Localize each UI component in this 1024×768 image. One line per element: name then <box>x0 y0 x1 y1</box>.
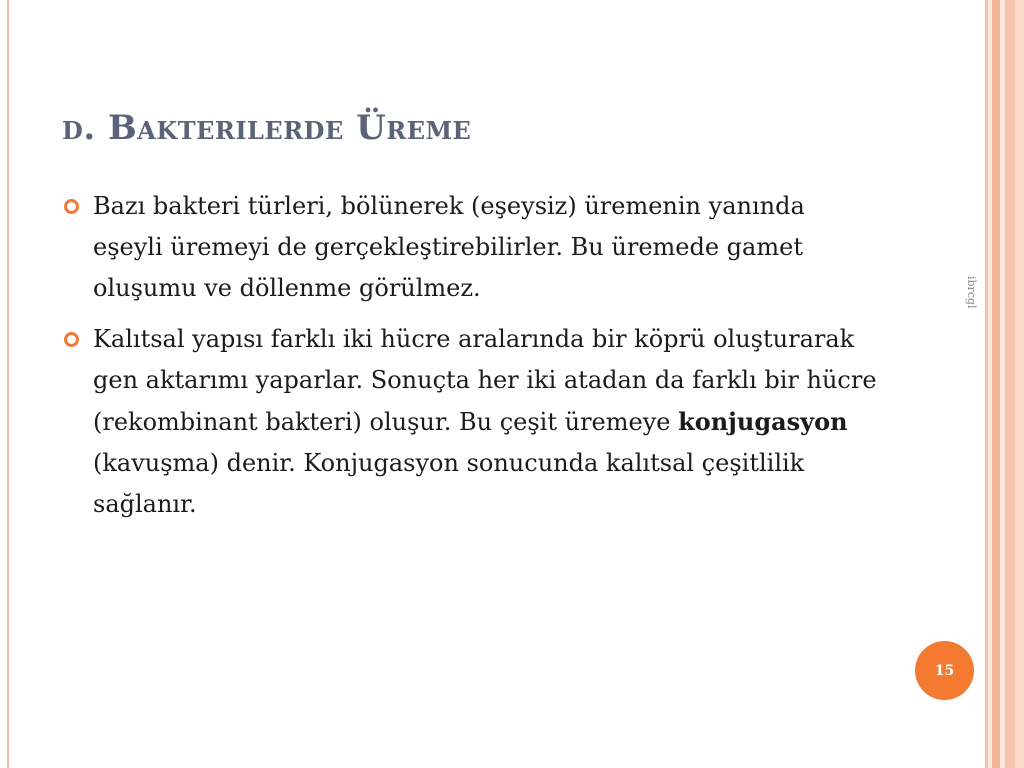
ring-bullet-icon <box>64 332 79 347</box>
bullet-text: Bazı bakteri türleri, bölünerek (eşeysiz) üremenin yanında eşeyli üremeyi de gerçekleştirebilirler. Bu üremede gamet oluşumu ve döllenme görülmez. <box>93 192 805 302</box>
title-prefix: d. <box>62 108 108 148</box>
bullet-text-before: Kalıtsal yapısı farklı iki hücre aralarında bir köprü oluşturarak gen aktarımı yaparlar. Sonuçta her iki atadan da farklı bir hücre (rekombinant bakteri) oluşur. Bu çeşit üremeye <box>93 325 877 436</box>
page-number-badge: 15 <box>915 641 974 700</box>
decor-stripe <box>992 0 1000 768</box>
left-border <box>7 0 9 768</box>
bullet-list <box>62 186 882 535</box>
title-text: Bakterilerde Üreme <box>108 108 472 148</box>
decor-stripe <box>1015 0 1024 768</box>
bullet-item <box>62 186 882 309</box>
author-label: ibrcgl <box>965 275 978 309</box>
bullet-item <box>62 319 882 525</box>
bold-term: konjugasyon <box>678 407 848 436</box>
decor-stripe <box>1005 0 1015 768</box>
ring-bullet-icon <box>64 199 79 214</box>
slide-title <box>62 108 471 148</box>
bullet-text-after: (kavuşma) denir. Konjugasyon sonucunda kalıtsal çeşitlilik sağlanır. <box>93 449 805 518</box>
